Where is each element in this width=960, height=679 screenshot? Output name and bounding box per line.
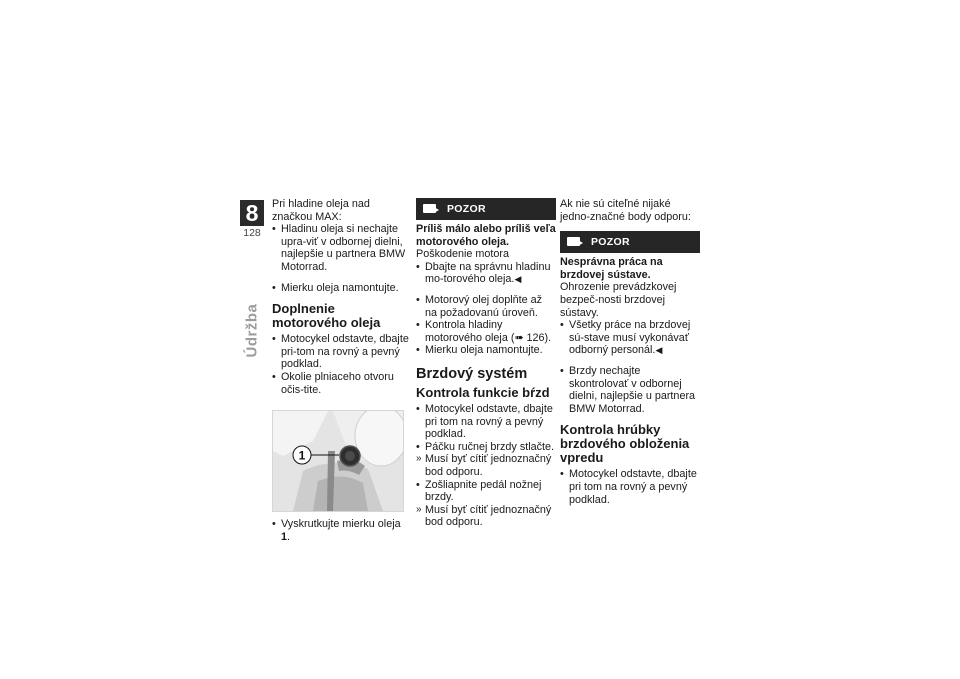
chapter-side-title: Údržba xyxy=(243,303,261,358)
list-item: • Mierku oleja namontujte. xyxy=(416,344,556,357)
column-2 xyxy=(416,198,556,529)
callout-number: 1 xyxy=(298,448,306,463)
list-item: • Páčku ručnej brzdy stlačte. xyxy=(416,441,556,454)
result-item: » Musí byť cítiť jednoznačný bod odporu. xyxy=(416,504,556,529)
list-item: • Motocykel odstavte, dbajte pri tom na rovný a pevný podklad. xyxy=(416,403,556,441)
list-item: • Dbajte na správnu hladinu mo-torového oleja.◀ xyxy=(416,261,556,286)
list-item: • Okolie plniaceho otvoru očis-tite. xyxy=(272,371,412,396)
column-3 xyxy=(560,198,700,506)
oil-max-intro: Pri hladine oleja nad značkou MAX: xyxy=(272,198,370,223)
list-item: • Motocykel odstavte, dbajte pri-tom na rovný a pevný podklad. xyxy=(272,333,412,371)
list-item: • Zošliapnite pedál nožnej brzdy. xyxy=(416,479,556,504)
list-item: • Mierku oleja namontujte. xyxy=(272,282,412,295)
warning-text: Poškodenie motora xyxy=(416,248,510,261)
end-mark-icon: ◀ xyxy=(514,274,522,285)
warning-label: POZOR xyxy=(591,235,630,248)
list-item: • Motorový olej doplňte až na požadovanú úroveň. xyxy=(416,294,556,319)
list-item: • Hladinu oleja si nechajte upra-viť v odbornej dielni, najlepšie u partnera BMW Motorrad. xyxy=(272,223,412,273)
warning-title: Príliš málo alebo príliš veľa motorového oleja. xyxy=(416,223,556,248)
list-item: • Všetky práce na brzdovej sú-stave musí vykonávať odborný personál.◀ xyxy=(560,319,700,357)
warning-banner xyxy=(560,231,700,253)
sub-heading-brake-function: Kontrola funkcie bŕzd xyxy=(416,384,550,400)
warning-hand-icon xyxy=(567,236,583,249)
column-1 xyxy=(272,198,412,543)
page-number: 128 xyxy=(243,227,261,239)
warning-text: Ohrozenie prevádzkovej bezpeč-nosti brzdovej sústavy. xyxy=(560,281,677,319)
warning-title: Nesprávna práca na brzdovej sústave. xyxy=(560,256,663,281)
end-mark-icon: ◀ xyxy=(655,345,663,356)
list-item: • Kontrola hladiny motorového oleja (➠ 126). xyxy=(416,319,556,344)
list-item: • Motocykel odstavte, dbajte pri tom na rovný a pevný podklad. xyxy=(560,468,700,506)
page-ref-arrow-icon: ➠ xyxy=(514,331,524,344)
result-item: » Musí byť cítiť jednoznačný bod odporu. xyxy=(416,453,556,478)
warning-banner xyxy=(416,198,556,220)
section-heading-brake-pads: Kontrola hrúbky brzdového obloženia vpredu xyxy=(560,422,690,466)
oil-filler-illustration xyxy=(273,411,403,511)
warning-hand-icon xyxy=(423,203,439,216)
list-item: • Vyskrutkujte mierku oleja 1. xyxy=(272,518,412,543)
no-resistance-intro: Ak nie sú citeľné nijaké jedno-značné body odporu: xyxy=(560,198,691,223)
section-heading-oil-refill: Doplnenie motorového oleja xyxy=(272,301,381,331)
list-item: • Brzdy nechajte skontrolovať v odbornej dielni, najlepšie u partnera BMW Motorrad. xyxy=(560,365,700,415)
chapter-number: 8 xyxy=(240,200,264,226)
oil-filler-photo xyxy=(272,410,404,512)
warning-label: POZOR xyxy=(447,202,486,215)
section-heading-brakes: Brzdový systém xyxy=(416,365,528,382)
